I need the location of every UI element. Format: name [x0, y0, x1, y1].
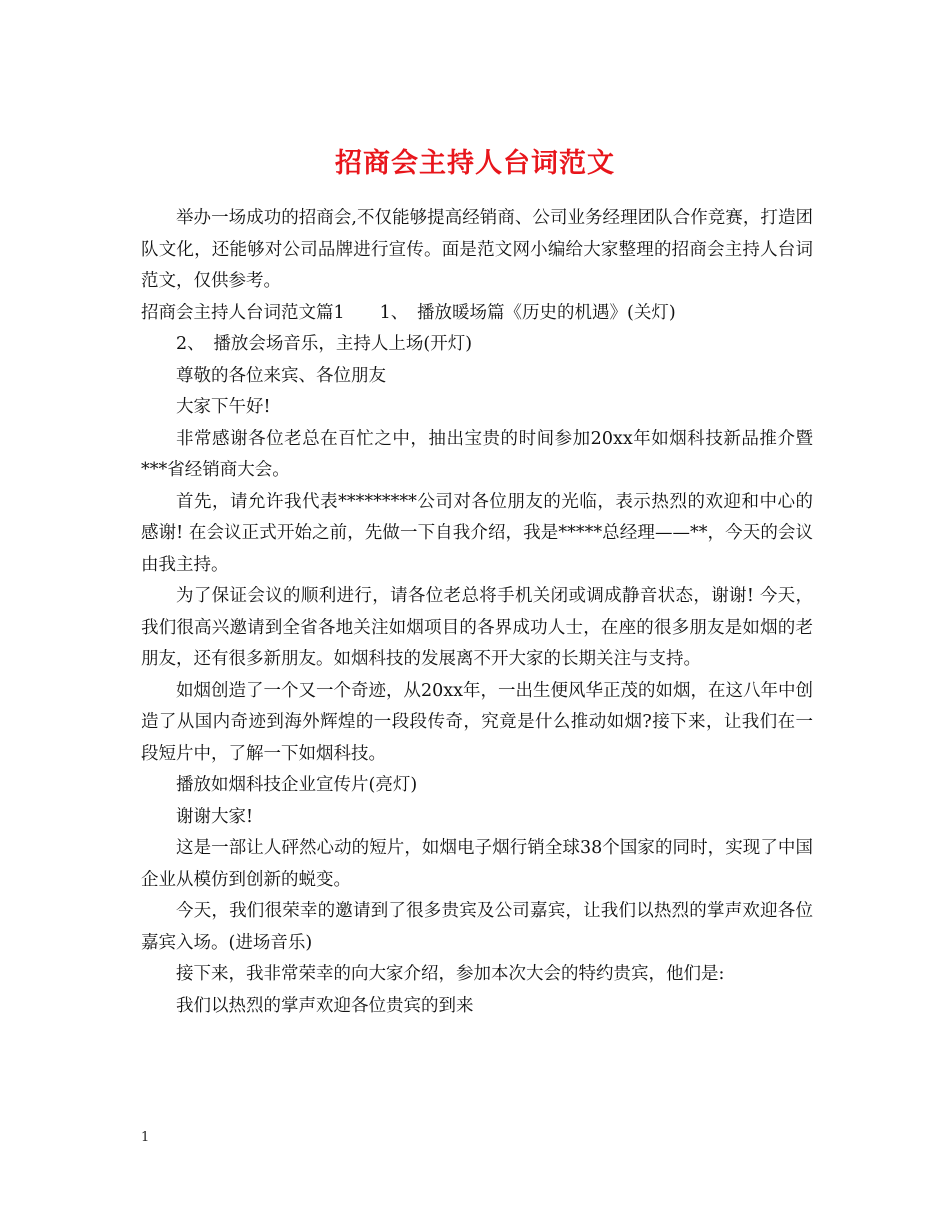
paragraph-thanks: 非常感谢各位老总在百忙之中，抽出宝贵的时间参加20xx年如烟科技新品推介暨***省经销商大会。: [141, 428, 813, 480]
paragraph-history: 如烟创造了一个又一个奇迹，从20xx年，一出生便风华正茂的如烟，在这八年中创造了从国内奇迹到海外辉煌的一段段传奇，究竟是什么推动如烟?接下来，让我们在一段短片中，了解一下如烟科技。: [141, 680, 814, 764]
paragraph-welcome-guests: 我们以热烈的掌声欢迎各位贵宾的到来: [176, 995, 474, 1016]
paragraph-meeting-order: 为了保证会议的顺利进行，请各位老总将手机关闭或调成静音状态，谢谢! 今天，我们很高兴邀请到全省各地关注如烟项目的各界成功人士，在座的很多朋友是如烟的老朋友，还有很多新朋友。如烟科技的发展离不开大家的长期关注与支持。: [141, 586, 813, 669]
paragraph-thank-you: 谢谢大家!: [176, 806, 254, 827]
paragraph-greeting: 尊敬的各位来宾、各位朋友: [176, 365, 386, 386]
document-title: 招商会主持人台词范文: [335, 148, 615, 180]
paragraph-video: 播放如烟科技企业宣传片(亮灯): [176, 775, 418, 795]
paragraph-step-2: 2、 播放会场音乐，主持人上场(开灯): [176, 334, 473, 354]
document-body: [141, 203, 813, 1022]
paragraph-short-film: 这是一部让人砰然心动的短片，如烟电子烟行销全球38个国家的同时，实现了中国企业从模仿到创新的蜕变。: [141, 838, 813, 890]
paragraph-special-guests: 接下来，我非常荣幸的向大家介绍，参加本次大会的特约贵宾，他们是:: [176, 964, 725, 984]
paragraph-introduction: 首先，请允许我代表*********公司对各位朋友的光临，表示热烈的欢迎和中心的感谢! 在会议正式开始之前，先做一下自我介绍，我是*****总经理——**，今天的会议由我主持。: [141, 491, 813, 575]
paragraph-guests-entry: 今天，我们很荣幸的邀请到了很多贵宾及公司嘉宾，让我们以热烈的掌声欢迎各位嘉宾入场。(进场音乐): [141, 901, 813, 953]
paragraph-intro: 举办一场成功的招商会,不仅能够提高经销商、公司业务经理团队合作竞赛，打造团队文化，还能够对公司品牌进行宣传。面是范文网小编给大家整理的招商会主持人台词范文，仅供参考。: [141, 208, 813, 291]
paragraph-good-afternoon: 大家下午好!: [176, 397, 271, 417]
paragraph-section-heading: 招商会主持人台词范文篇1 1、 播放暖场篇《历史的机遇》(关灯): [141, 302, 676, 323]
page-number: 1: [141, 1130, 150, 1145]
